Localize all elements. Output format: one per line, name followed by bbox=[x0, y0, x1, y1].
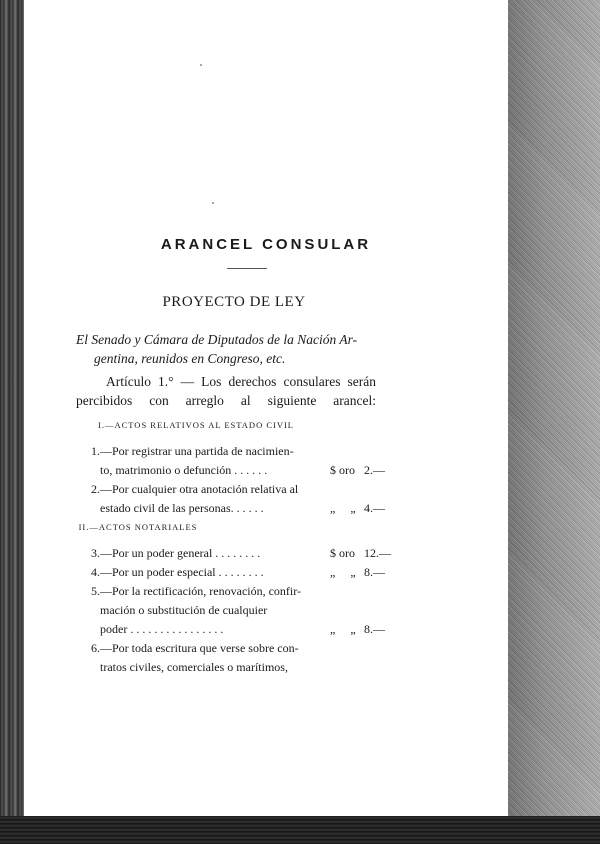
page-subtitle: PROYECTO DE LEY bbox=[162, 294, 306, 310]
tariff-entry bbox=[76, 563, 402, 582]
paper-speck bbox=[200, 64, 202, 66]
tariff-entry bbox=[76, 442, 402, 480]
entry-currency: „ „ bbox=[330, 622, 362, 636]
entry-number: 6. bbox=[91, 641, 100, 655]
entry-text: poder . . . . . . . . . . . . . . . . bbox=[100, 622, 224, 636]
entry-currency: $ oro bbox=[330, 546, 355, 560]
preamble bbox=[76, 330, 436, 368]
article-1 bbox=[76, 372, 376, 410]
scan-right-edge bbox=[508, 0, 600, 844]
entry-currency: „ „ bbox=[330, 501, 362, 515]
tariff-entry bbox=[76, 582, 402, 639]
tariff-entry bbox=[76, 480, 402, 518]
entry-currency: $ oro bbox=[330, 463, 355, 477]
entry-amount: 8.— bbox=[364, 565, 385, 579]
entry-text: tratos civiles, comerciales o marítimos, bbox=[100, 660, 288, 674]
entry-text: —Por toda escritura que verse sobre con- bbox=[100, 641, 299, 655]
preamble-line: El Senado y Cámara de Diputados de la Nación Ar- bbox=[76, 332, 358, 347]
tariff-entry bbox=[76, 639, 402, 677]
entry-text: —Por cualquier otra anotación relativa al bbox=[100, 482, 299, 496]
title-divider bbox=[227, 268, 267, 269]
entry-number: 2. bbox=[91, 482, 100, 496]
entry-text: —Por registrar una partida de nacimien- bbox=[100, 444, 294, 458]
entry-number: 3. bbox=[91, 546, 100, 560]
entry-amount: 2.— bbox=[364, 463, 385, 477]
page-title: ARANCEL CONSULAR bbox=[160, 236, 372, 253]
article-line: percibidos con arreglo al siguiente arancel: bbox=[76, 393, 376, 408]
entry-currency: „ „ bbox=[330, 565, 362, 579]
entry-text: mación o substitución de cualquier bbox=[100, 603, 268, 617]
entry-amount: 4.— bbox=[364, 501, 385, 515]
section-heading-civil: I.—ACTOS RELATIVOS AL ESTADO CIVIL bbox=[98, 420, 294, 430]
entry-text: to, matrimonio o defunción . . . . . . bbox=[100, 463, 268, 477]
scan-bottom-edge bbox=[0, 816, 600, 844]
preamble-line: gentina, reunidos en Congreso, etc. bbox=[94, 351, 286, 366]
entry-number: 5. bbox=[91, 584, 100, 598]
entry-text: —Por un poder general . . . . . . . . bbox=[100, 546, 261, 560]
tariff-entry bbox=[76, 544, 402, 563]
entries-civil bbox=[76, 442, 402, 518]
entry-number: 1. bbox=[91, 444, 100, 458]
article-line: Artículo 1.° — Los derechos consulares serán bbox=[106, 374, 376, 389]
entry-amount: 8.— bbox=[364, 622, 385, 636]
entry-text: —Por la rectificación, renovación, confir- bbox=[100, 584, 302, 598]
entry-amount: 12.— bbox=[364, 546, 391, 560]
entry-text: —Por un poder especial . . . . . . . . bbox=[100, 565, 264, 579]
entry-text: estado civil de las personas. . . . . . bbox=[100, 501, 264, 515]
paper-speck bbox=[212, 202, 214, 204]
entry-number: 4. bbox=[91, 565, 100, 579]
section-heading-notarial: II.—ACTOS NOTARIALES bbox=[78, 522, 198, 532]
document-page bbox=[24, 6, 508, 816]
entries-notarial bbox=[76, 544, 402, 677]
